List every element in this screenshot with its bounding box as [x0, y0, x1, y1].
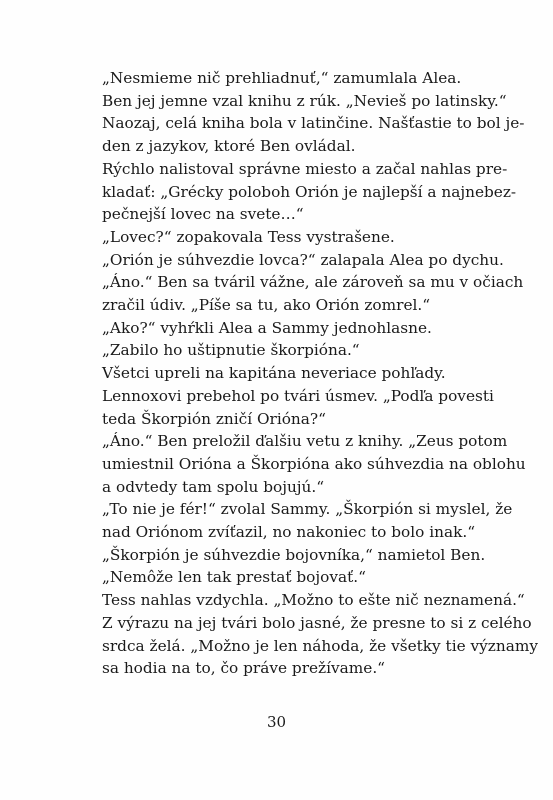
paragraph: [102, 271, 524, 316]
text-line: „Ako?“ vyhŕkli Alea a Sammy jednohlasne.: [102, 318, 432, 337]
text-line: Ben jej jemne vzal knihu z rúk. „Nevieš po latinsky.“: [102, 91, 507, 110]
paragraph: [102, 90, 507, 113]
text-line: zračil údiv. „Píše sa tu, ako Orión zomrel.“: [102, 296, 431, 315]
paragraph: [102, 249, 504, 272]
text-line: kladať: „Grécky poloboh Orión je najlepší a najnebez-: [102, 182, 517, 201]
paragraph: [102, 385, 494, 430]
paragraph: [102, 589, 538, 680]
body-text: [102, 67, 538, 680]
paragraph: [102, 544, 486, 589]
text-line: „To nie je fér!“ zvolal Sammy. „Škorpión si myslel, že: [102, 500, 513, 519]
text-line: Z výrazu na jej tvári bolo jasné, že presne to si z celého: [102, 613, 532, 632]
text-line: „Áno.“ Ben sa tváril vážne, ale zároveň sa mu v očiach: [102, 273, 524, 292]
text-line: „Áno.“ Ben preložil ďalšiu vetu z knihy. „Zeus potom: [102, 432, 508, 451]
text-line: Rýchlo nalistoval správne miesto a začal nahlas pre-: [102, 159, 508, 178]
page-number: 30: [266, 713, 287, 731]
text-line: umiestnil Orióna a Škorpióna ako súhvezdia na oblohu: [102, 454, 526, 473]
text-line: sa hodia na to, čo práve prežívame.“: [102, 659, 386, 678]
text-line: „Nesmieme nič prehliadnuť,“ zamumlala Alea.: [102, 69, 462, 87]
text-line: „Orión je súhvezdie lovca?“ zalapala Alea po dychu.: [102, 250, 504, 269]
text-line: „Nemôže len tak prestať bojovať.“: [102, 568, 366, 587]
paragraph: [102, 362, 480, 385]
text-line: Naozaj, celá kniha bola v latinčine. Našťastie to bol je-: [102, 114, 525, 133]
paragraph: [102, 158, 517, 226]
text-line: „Lovec?“ zopakovala Tess vystrašene.: [102, 227, 395, 246]
text-line: nad Oriónom zvíťazil, no nakoniec to bolo inak.“: [102, 523, 476, 542]
paragraph: [102, 339, 480, 362]
paragraph: [102, 430, 526, 498]
text-line: teda Škorpión zničí Orióna?“: [102, 409, 326, 428]
paragraph: [102, 498, 513, 543]
text-line: den z jazykov, ktoré Ben ovládal.: [102, 137, 356, 156]
paragraph: [102, 317, 480, 340]
text-line: Tess nahlas vzdychla. „Možno to ešte nič neznamená.“: [102, 591, 525, 610]
text-line: Lennoxovi prebehol po tvári úsmev. „Podľa povesti: [102, 386, 494, 405]
text-line: „Zabilo ho uštipnutie škorpióna.“: [102, 341, 360, 360]
text-line: „Škorpión je súhvezdie bojovníka,“ namietol Ben.: [102, 545, 486, 564]
text-line: Všetci upreli na kapitána neveriace pohľady.: [102, 364, 446, 383]
text-line: srdca želá. „Možno je len náhoda, že všetky tie významy: [102, 636, 538, 655]
text-line: pečnejší lovec na svete…“: [102, 205, 304, 224]
paragraph: [102, 112, 525, 157]
text-line: a odvtedy tam spolu bojujú.“: [102, 477, 325, 496]
paragraph: [102, 226, 480, 249]
paragraph: [102, 67, 480, 90]
